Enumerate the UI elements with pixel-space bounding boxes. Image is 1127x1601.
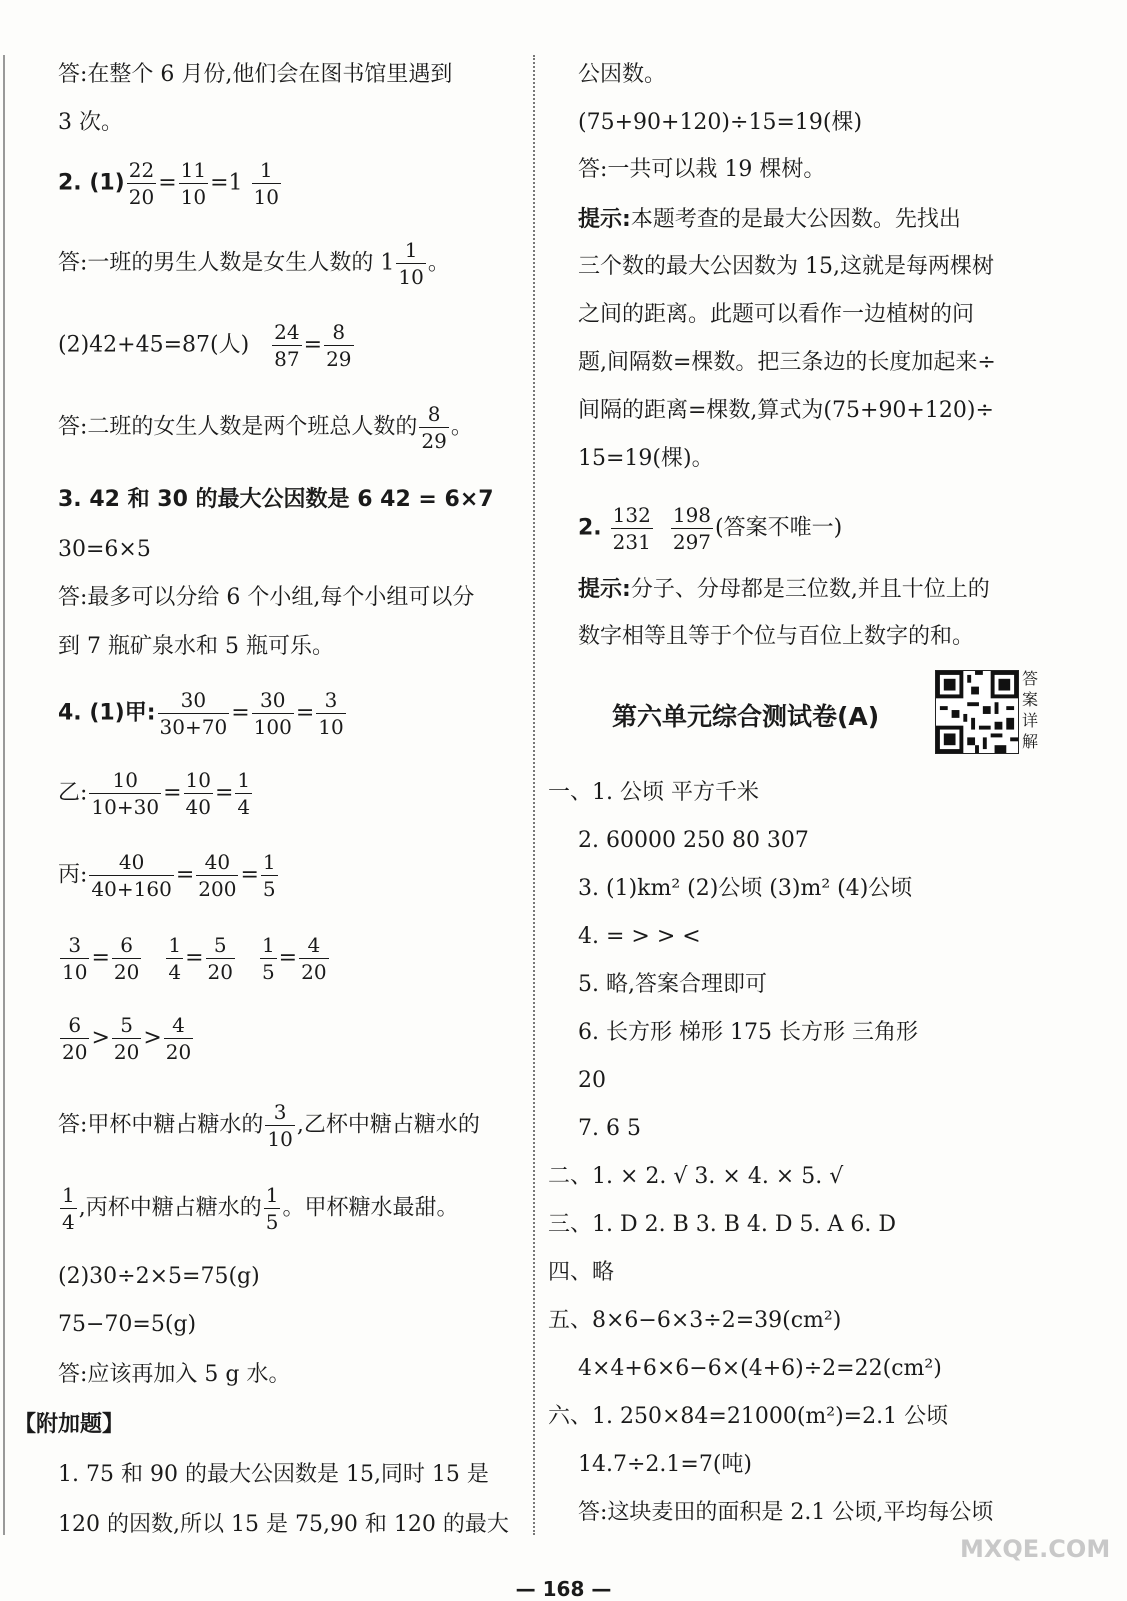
- fraction: $\frac{1}{10}$: [253, 158, 279, 209]
- answer-line: 7. 6 5: [578, 1116, 641, 1141]
- answer-line: 4. = > > <: [578, 924, 701, 949]
- fraction: $\frac{40}{40+160}$: [91, 850, 172, 901]
- fraction: $\frac{1}{5}$: [261, 933, 275, 984]
- q2-answer1: 答:一班的男生人数是女生人数的 1 $\frac{1}{10}$ 。: [58, 238, 450, 289]
- fraction: $\frac{1}{4}$: [237, 768, 251, 819]
- extra-title: 【附加题】: [14, 1412, 125, 1437]
- qr-label: 答案详解: [1022, 669, 1039, 751]
- q3-line1: 3. 42 和 30 的最大公因数是 6 42 = 6×7: [58, 487, 494, 512]
- answer-line: 六、1. 250×84=21000(m²)=2.1 公顷: [548, 1404, 949, 1429]
- tip-line: 题,间隔数=棵数。把三条边的长度加起来÷: [578, 350, 996, 375]
- answer-line: 6. 长方形 梯形 175 长方形 三角形: [578, 1020, 918, 1045]
- fraction: $\frac{3}{10}$: [267, 1100, 293, 1151]
- q4-answer-line1: 答:甲杯中糖占糖水的 $\frac{3}{10}$ ,乙杯中糖占糖水的: [58, 1100, 480, 1151]
- fraction: $\frac{1}{5}$: [262, 850, 276, 901]
- q4-answer-line2: $\frac{1}{4}$ ,丙杯中糖占糖水的 $\frac{1}{5}$ 。甲杯糖水最甜。: [62, 1183, 459, 1234]
- tip-line: 提示:分子、分母都是三位数,并且十位上的: [578, 577, 990, 602]
- extra-line: 120 的因数,所以 15 是 75,90 和 120 的最大: [58, 1512, 509, 1537]
- answer-line: 三、1. D 2. B 3. B 4. D 5. A 6. D: [548, 1212, 897, 1237]
- text-line: (75+90+120)÷15=19(棵): [578, 110, 863, 135]
- q2-part1: 2. (1) $\frac{22}{20}$ = $\frac{11}{10}$ =1 $\frac{1}{10}$: [58, 158, 279, 209]
- answer-line: 五、8×6−6×3÷2=39(cm²): [548, 1308, 842, 1333]
- tip-line: 间隔的距离=棵数,算式为(75+90+120)÷: [578, 398, 994, 423]
- answer-line: 答:这块麦田的面积是 2.1 公顷,平均每公顷: [578, 1500, 994, 1525]
- answer-line: 20: [578, 1068, 606, 1093]
- fraction: $\frac{30}{100}$: [253, 688, 292, 739]
- q2-fractions: 2. $\frac{132}{231}$ $\frac{198}{297}$ (答案不唯一): [578, 503, 843, 554]
- answer-line: 3 次。: [58, 110, 123, 135]
- fraction: $\frac{198}{297}$: [672, 503, 712, 554]
- fraction: $\frac{11}{10}$: [180, 158, 207, 209]
- fraction: $\frac{1}{4}$: [168, 933, 182, 984]
- q4-yi: 乙: $\frac{10}{10+30}$ = $\frac{10}{40}$ = $\frac{1}{4}$: [58, 768, 251, 819]
- tip-line: 三个数的最大公因数为 15,这就是每两棵树: [578, 254, 994, 279]
- fraction: $\frac{8}{29}$: [421, 402, 447, 453]
- answer-line: 四、略: [548, 1260, 615, 1285]
- fraction: $\frac{8}{29}$: [326, 320, 352, 371]
- answer-line: 2. 60000 250 80 307: [578, 828, 809, 853]
- answer-line: 5. 略,答案合理即可: [578, 972, 767, 997]
- answer-line: 二、1. × 2. √ 3. × 4. × 5. √: [548, 1164, 844, 1189]
- q4-jia: 4. (1)甲: $\frac{30}{30+70}$ = $\frac{30}{100}$ = $\frac{3}{10}$: [58, 688, 344, 739]
- answer-line: 14.7÷2.1=7(吨): [578, 1452, 753, 1477]
- q2-answer2: 答:二班的女生人数是两个班总人数的 $\frac{8}{29}$ 。: [58, 402, 473, 453]
- fraction: $\frac{1}{5}$: [265, 1183, 279, 1234]
- fraction: $\frac{132}{231}$: [612, 503, 651, 554]
- fraction: $\frac{1}{10}$: [398, 238, 424, 289]
- qr-code-icon[interactable]: [935, 670, 1019, 754]
- fraction: $\frac{10}{40}$: [185, 768, 211, 819]
- column-divider: [533, 55, 535, 1535]
- extra-line: 1. 75 和 90 的最大公因数是 15,同时 15 是: [58, 1462, 489, 1487]
- fraction: $\frac{24}{87}$: [274, 320, 300, 371]
- watermark: MXQE.COM: [960, 1535, 1111, 1563]
- fraction: $\frac{40}{200}$: [198, 850, 237, 901]
- text-line: 公因数。: [578, 62, 667, 87]
- q4-answer: 答:应该再加入 5 g 水。: [58, 1362, 291, 1387]
- page-number: — 168 —: [515, 1577, 612, 1601]
- answer-line: 一、1. 公顷 平方千米: [548, 780, 759, 805]
- q3-answer: 到 7 瓶矿泉水和 5 瓶可乐。: [58, 634, 334, 659]
- fraction: $\frac{5}{20}$: [113, 1013, 140, 1064]
- fraction: $\frac{1}{4}$: [62, 1183, 75, 1234]
- fraction: $\frac{30}{30+70}$: [159, 688, 228, 739]
- answer-line: 答:在整个 6 月份,他们会在图书馆里遇到: [58, 62, 453, 87]
- tip-line: 数字相等且等于个位与百位上数字的和。: [578, 624, 975, 649]
- fraction: $\frac{4}{20}$: [165, 1013, 192, 1064]
- fraction: $\frac{4}{20}$: [301, 933, 327, 984]
- text-line: 答:一共可以栽 19 棵树。: [578, 157, 826, 182]
- fraction: $\frac{6}{20}$: [62, 1013, 88, 1064]
- fraction: $\frac{10}{10+30}$: [91, 768, 160, 819]
- tip-line: 15=19(棵)。: [578, 446, 714, 471]
- tip-line: 提示:本题考查的是最大公因数。先找出: [578, 207, 961, 232]
- q4-part2: (2)30÷2×5=75(g): [58, 1264, 260, 1289]
- left-border: [3, 55, 5, 1535]
- tip-line: 之间的距离。此题可以看作一边植树的问: [578, 302, 975, 327]
- q4-part2: 75−70=5(g): [58, 1312, 197, 1337]
- fraction: $\frac{3}{10}$: [318, 688, 344, 739]
- fraction: $\frac{5}{20}$: [207, 933, 233, 984]
- q3-line2: 30=6×5: [58, 537, 151, 562]
- q4-compare: $\frac{6}{20}$ > $\frac{5}{20}$ > $\frac{4}{20}$: [62, 1013, 192, 1064]
- section-title: 第六单元综合测试卷(A): [612, 702, 880, 731]
- answer-line: 4×4+6×6−6×(4+6)÷2=22(cm²): [578, 1356, 942, 1381]
- q3-answer: 答:最多可以分给 6 个小组,每个小组可以分: [58, 585, 475, 610]
- fraction: $\frac{3}{10}$: [62, 933, 88, 984]
- q2-part2: (2)42+45=87(人) $\frac{24}{87}$ = $\frac{8}{29}$: [58, 320, 352, 371]
- q4-equivalents: $\frac{3}{10}$ = $\frac{6}{20}$ $\frac{1}{4}$ = $\frac{5}{20}$ $\frac{1}{5}$ = $\frac{4}{20}$: [62, 933, 327, 984]
- fraction: $\frac{22}{20}$: [128, 158, 155, 209]
- answer-line: 3. (1)km² (2)公顷 (3)m² (4)公顷: [578, 876, 913, 901]
- q4-bing: 丙: $\frac{40}{40+160}$ = $\frac{40}{200}$ = $\frac{1}{5}$: [58, 850, 276, 901]
- fraction: $\frac{6}{20}$: [113, 933, 140, 984]
